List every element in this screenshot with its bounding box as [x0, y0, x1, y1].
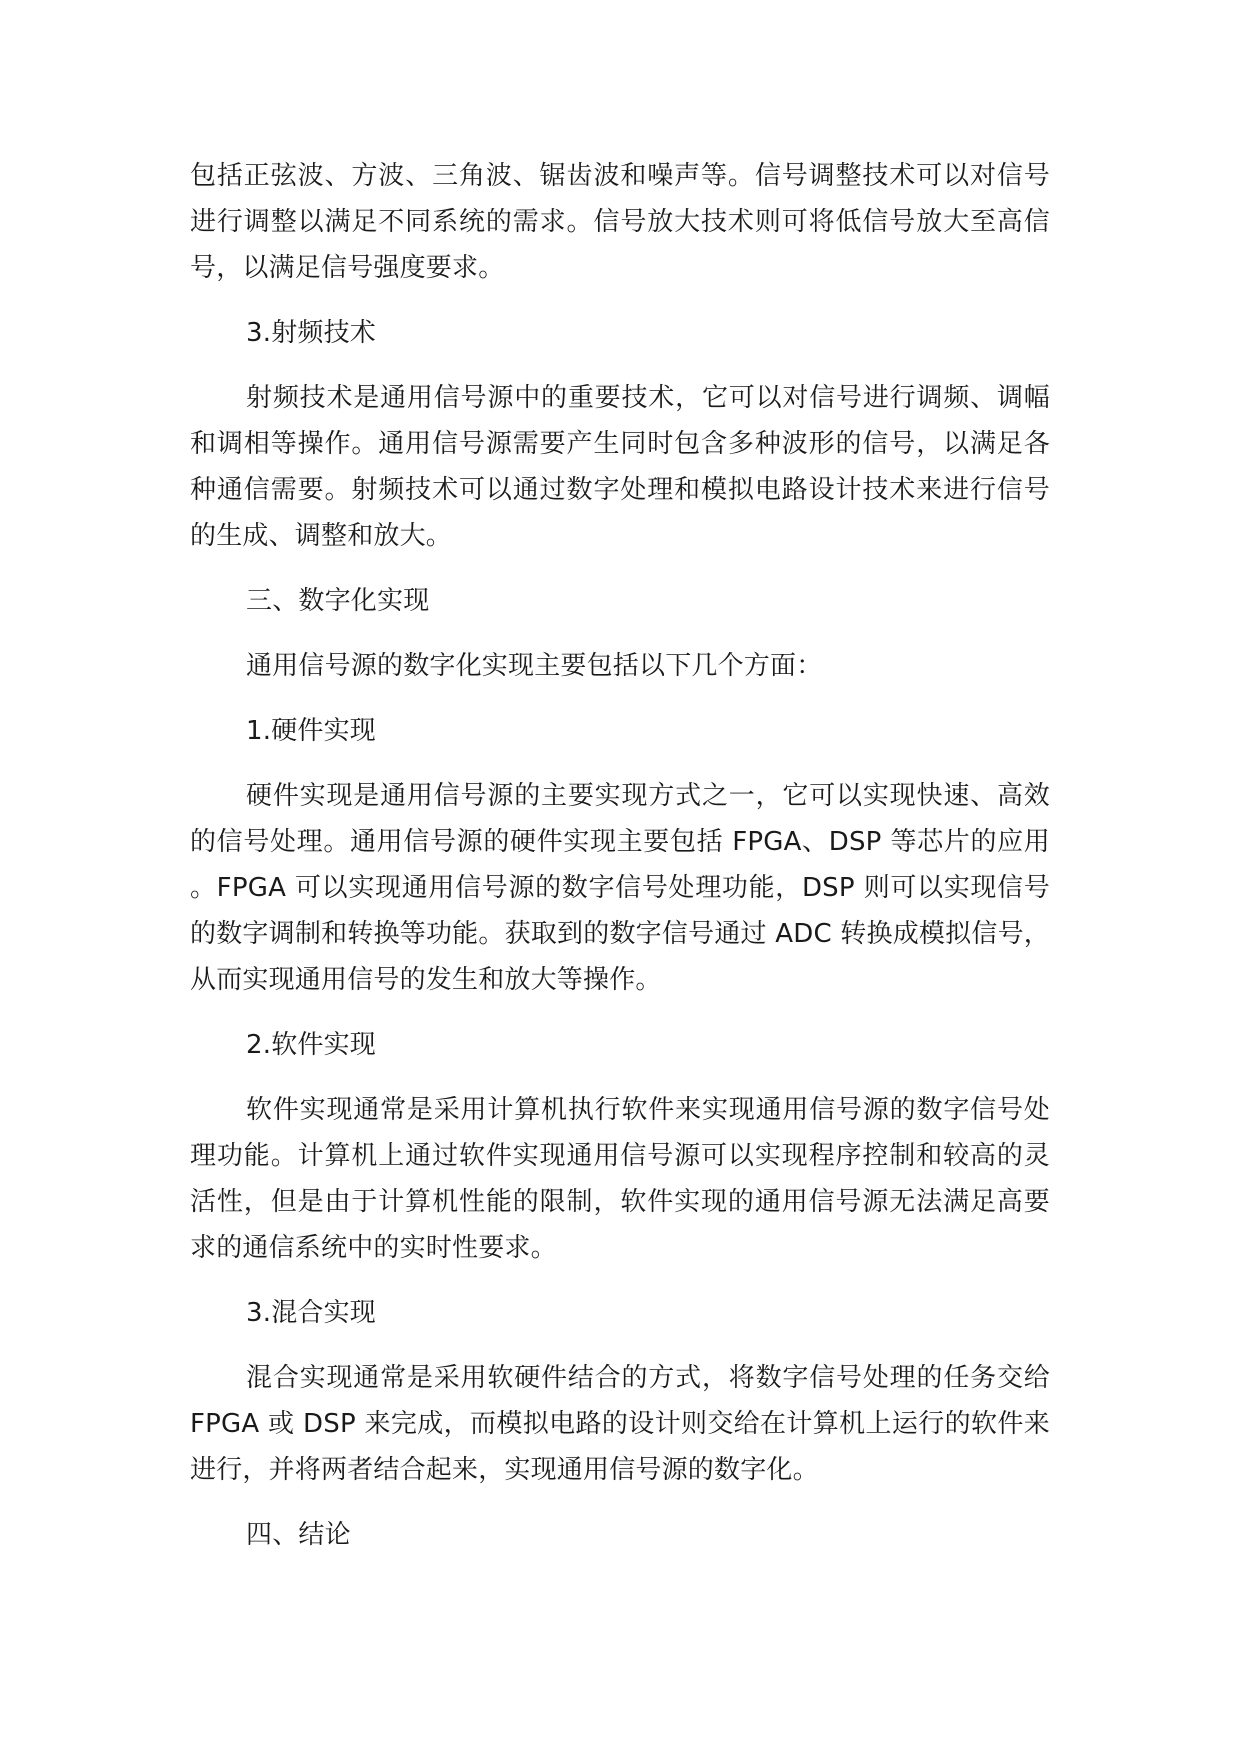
paragraph-hybrid-implementation: 混合实现通常是采用软硬件结合的方式，将数字信号处理的任务交给 FPGA 或 DSP 来完成，而模拟电路的设计则交给在计算机上运行的软件来进行，并将两者结合起来，实现通用信号源的数字化。: [190, 1363, 1050, 1485]
paragraph-waveform-continuation: 包括正弦波、方波、三角波、锯齿波和噪声等。信号调整技术可以对信号进行调整以满足不同系统的需求。信号放大技术则可将低信号放大至高信号，以满足信号强度要求。: [190, 161, 1050, 283]
paragraph-hardware-implementation: 硬件实现是通用信号源的主要实现方式之一，它可以实现快速、高效的信号处理。通用信号源的硬件实现主要包括 FPGA、DSP 等芯片的应用。FPGA 可以实现通用信号源的数字信号处理功能，DSP 则可以实现信号的数字调制和转换等功能。获取到的数字信号通过 ADC 转换成模拟信号，从而实现通用信号的发生和放大等操作。: [190, 781, 1050, 995]
document-body: [190, 153, 1050, 1577]
paragraph-rf-technology: 射频技术是通用信号源中的重要技术，它可以对信号进行调频、调幅和调相等操作。通用信号源需要产生同时包含多种波形的信号，以满足各种通信需要。射频技术可以通过数字处理和模拟电路设计技术来进行信号的生成、调整和放大。: [190, 383, 1050, 551]
heading-hardware-implementation: 1.硬件实现: [246, 716, 377, 746]
heading-software-implementation: 2.软件实现: [246, 1030, 377, 1060]
heading-digital-implementation: 三、数字化实现: [246, 586, 430, 616]
heading-rf-technology: 3.射频技术: [246, 318, 377, 348]
heading-conclusion: 四、结论: [246, 1520, 351, 1550]
paragraph-software-implementation: 软件实现通常是采用计算机执行软件来实现通用信号源的数字信号处理功能。计算机上通过软件实现通用信号源可以实现程序控制和较高的灵活性，但是由于计算机性能的限制，软件实现的通用信号源无法满足高要求的通信系统中的实时性要求。: [190, 1095, 1050, 1263]
paragraph-digital-intro: 通用信号源的数字化实现主要包括以下几个方面：: [246, 651, 823, 681]
heading-hybrid-implementation: 3.混合实现: [246, 1298, 377, 1328]
